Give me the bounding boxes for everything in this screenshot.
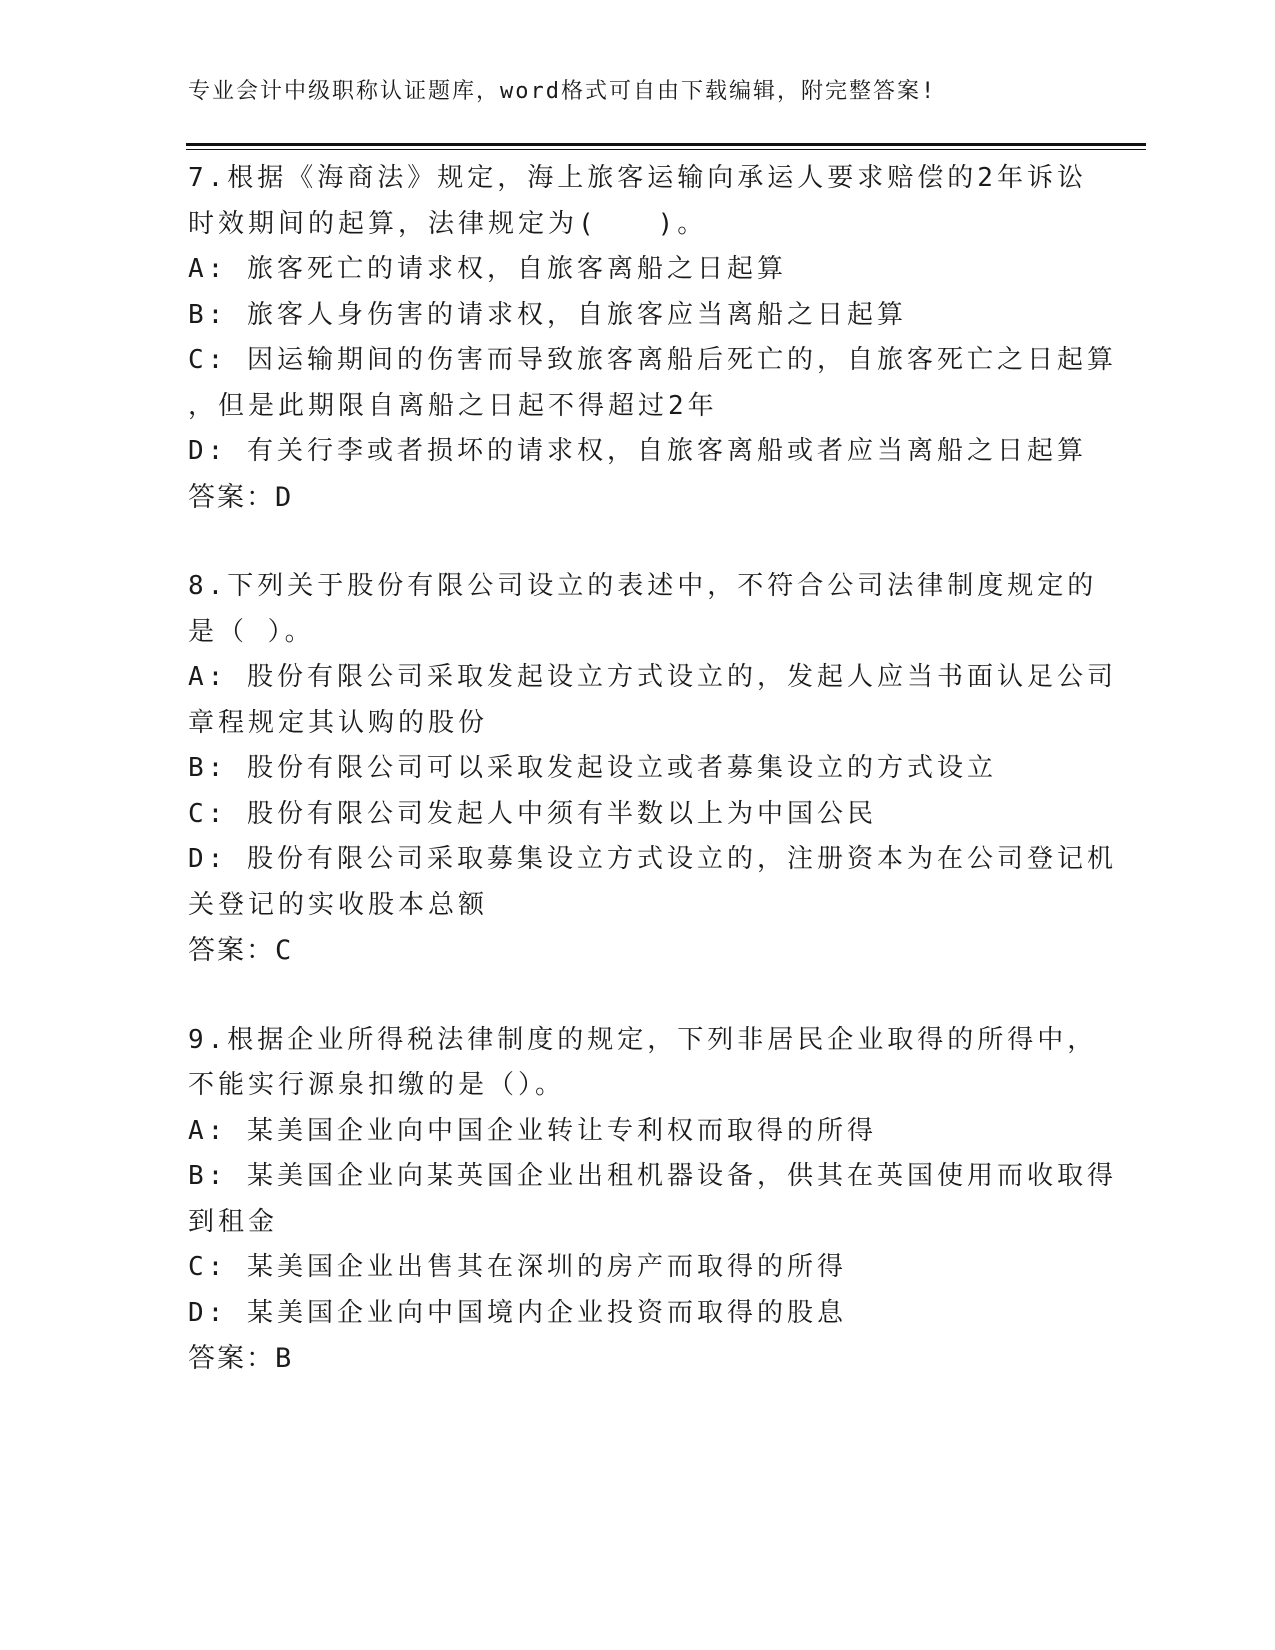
option-c-continued: ，但是此期限自离船之日起不得超过2年: [188, 390, 718, 421]
option-b: B: 旅客人身伤害的请求权，自旅客应当离船之日起算: [188, 299, 907, 330]
answer: [188, 475, 1088, 521]
option-d: D: 股份有限公司采取募集设立方式设立的，注册资本为在公司登记机: [188, 844, 1117, 874]
option-d: D: 有关行李或者损坏的请求权，自旅客离船或者应当离船之日起算: [188, 436, 1087, 466]
header-rule-thin: [186, 149, 1146, 150]
answer-label: 答案：: [188, 1343, 275, 1374]
answer-value: D: [275, 481, 292, 513]
page-header: 专业会计中级职称认证题库，word格式可自由下载编辑，附完整答案!: [188, 79, 937, 104]
option-d: D: 某美国企业向中国境内企业投资而取得的股息: [188, 1297, 847, 1328]
question-list: [188, 156, 1117, 1426]
option-c: C: 某美国企业出售其在深圳的房产而取得的所得: [188, 1252, 847, 1282]
option-c: C: 股份有限公司发起人中须有半数以上为中国公民: [188, 798, 877, 829]
answer-label: 答案：: [188, 481, 275, 513]
option-a: A: 某美国企业向中国企业转让专利权而取得的所得: [188, 1115, 877, 1146]
option-c: C: 因运输期间的伤害而导致旅客离船后死亡的，自旅客死亡之日起算: [188, 345, 1117, 375]
answer-label: 答案：: [188, 935, 275, 966]
answer-value: B: [275, 1343, 292, 1374]
option-a: A: 股份有限公司采取发起设立方式设立的，发起人应当书面认足公司: [188, 662, 1117, 692]
header-rule-thick: [186, 143, 1146, 146]
option-b: B: 股份有限公司可以采取发起设立或者募集设立的方式设立: [188, 753, 997, 783]
question-stem-line: 9.根据企业所得税法律制度的规定，下列非居民企业取得的所得中，: [188, 1024, 1098, 1055]
option-a: A: 旅客死亡的请求权，自旅客离船之日起算: [188, 254, 787, 284]
question-stem-line: 8.下列关于股份有限公司设立的表述中，不符合公司法律制度规定的: [188, 571, 1098, 601]
answer: [188, 1336, 1088, 1382]
question-stem-line: 7.根据《海商法》规定，海上旅客运输向承运人要求赔偿的2年诉讼: [188, 163, 1087, 193]
question-8: [188, 564, 1117, 974]
question-9: [188, 1018, 1117, 1382]
option-d-continued: 关登记的实收股本总额: [188, 889, 489, 920]
answer: [188, 928, 1088, 974]
question-7: [188, 156, 1117, 520]
option-a-continued: 章程规定其认购的股份: [188, 707, 489, 738]
option-b-continued: 到租金: [188, 1206, 279, 1237]
answer-value: C: [275, 935, 292, 966]
question-stem-line: 时效期间的起算，法律规定为( )。: [188, 208, 708, 239]
question-stem-line: 是（ ）。: [188, 616, 315, 647]
question-stem-line: 不能实行源泉扣缴的是（）。: [188, 1070, 566, 1100]
option-b: B: 某美国企业向某英国企业出租机器设备，供其在英国使用而收取得: [188, 1161, 1117, 1191]
